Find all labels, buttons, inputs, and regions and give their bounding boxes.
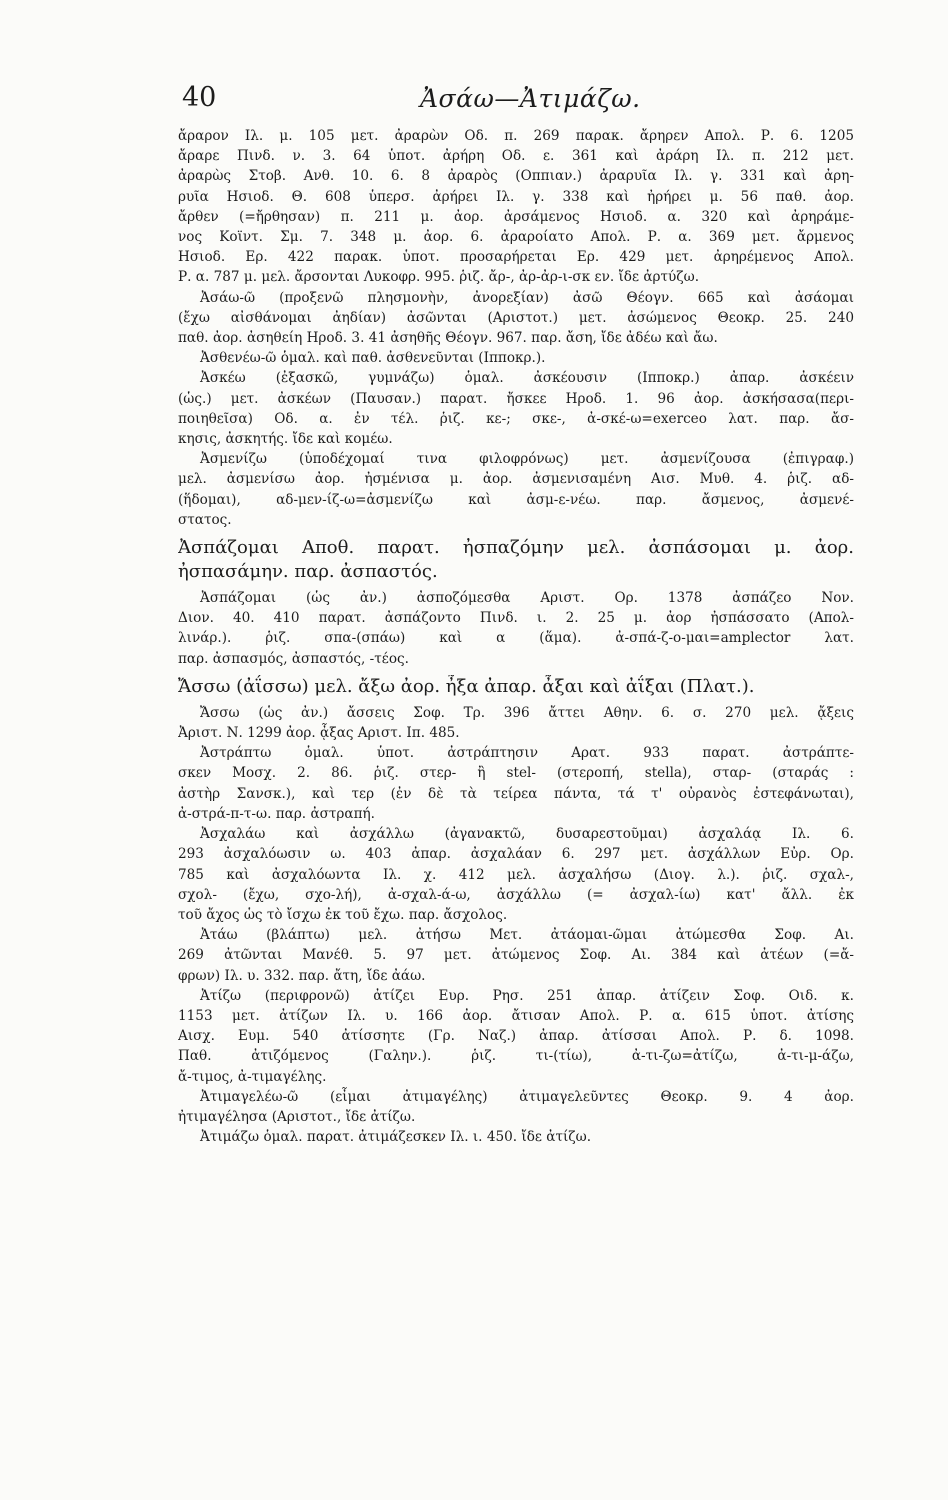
dictionary-entry [178,743,854,824]
text-line: Ἀσχαλάω καὶ ἀσχάλλω (ἀγανακτῶ, δυσαρεστοῦμαι) ἀσχαλάᾳ Ιλ. 6. [200,826,854,843]
text-line: Ἀτάω (βλάπτω) μελ. ἀτήσω Μετ. ἀτάομαι-ῶμαι ἀτώμεσθα Σοφ. Αι. [200,927,854,944]
text-line: ἄραρε Πινδ. ν. 3. 64 ὑποτ. ἀρήρη Οδ. ε. 361 καὶ ἀράρη Ιλ. π. 212 μετ. [178,148,854,165]
text-line: Ησιοδ. Ερ. 422 παρακ. ὑποτ. προσαρήρεται Ερ. 429 μετ. ἀρηρέμενος Απολ. [178,249,854,266]
dictionary-entry [178,703,854,743]
text-line: ρυῖα Ησιοδ. Θ. 608 ὑπερσ. ἀρήρει Ιλ. γ. 338 καὶ ἠρήρει μ. 56 παθ. ἀορ. [178,188,854,205]
dictionary-entry [178,449,854,530]
text-line: Ἀτιμάζω ὁμαλ. παρατ. ἀτιμάζεσκεν Ιλ. ι. 450. ἴδε ἀτίζω. [200,1129,592,1146]
text-line: 785 καὶ ἀσχαλόωντα Ιλ. χ. 412 μελ. ἀσχαλήσω (Διογ. λ.). ῥιζ. σχαλ-, [178,866,854,883]
text-line: ἀ-στρά-π-τ-ω. παρ. ἀστραπή. [178,805,376,822]
text-line: Ἀριστ. Ν. 1299 ἀορ. ᾆξας Αριστ. Ιπ. 485. [178,725,460,742]
text-line: τοῦ ἄχος ὡς τὸ ἴσχω ἐκ τοῦ ἔχω. παρ. ἄσχολος. [178,906,508,923]
text-line: Ἀσπάζομαι (ὡς ἀν.) ἀσποζόμεσθα Αριστ. Ορ. 1378 ἀσπάζεο Νον. [200,590,854,607]
text-line: παθ. ἀορ. ἀσηθείη Ηροδ. 3. 41 ἀσηθῆς Θέογν. 967. παρ. ἄση, ἴδε ἀδέω καὶ ἄω. [178,330,718,347]
page-header [0,82,948,122]
text-line: ἀραρὼς Στοβ. Ανθ. 10. 6. 8 ἀραρὸς (Οππιαν.) ἀραρυῖα Ιλ. γ. 331 καὶ ἀρη- [178,168,854,185]
text-line: Ἄσσω (ἀΐσσω) μελ. ἄξω ἀορ. ἦξα ἀπαρ. ἆξαι καὶ ἀΐξαι (Πλατ.). [178,675,755,697]
dictionary-entry [178,368,854,449]
dictionary-entry [178,126,854,288]
text-line: Παθ. ἀτιζόμενος (Γαλην.). ῥιζ. τι-(τίω), ἀ-τι-ζω=ἀτίζω, ἀ-τι-μ-άζω, [178,1048,854,1065]
text-line: ἠσπασάμην. παρ. ἀσπαστός. [178,561,438,583]
dictionary-entry [178,824,854,925]
entry-heading [178,675,854,699]
text-line: νος Κοϊντ. Σμ. 7. 348 μ. ἀορ. 6. ἀραροίατο Απολ. Ρ. α. 369 μετ. ἄρμενος [178,229,854,246]
text-line: στατος. [178,511,232,528]
text-line: παρ. ἀσπασμός, ἀσπαστός, -τέος. [178,650,409,667]
text-line: Ἀστράπτω ὁμαλ. ὑποτ. ἀστράπτησιν Αρατ. 933 παρατ. ἀστράπτε- [200,745,854,762]
text-line: 1153 μετ. ἀτίζων Ιλ. υ. 166 ἀορ. ἄτισαν Απολ. Ρ. α. 615 ὑποτ. ἀτίσης [178,1007,854,1024]
text-line: 269 ἀτῶνται Μανέθ. 5. 97 μετ. ἀτώμενος Σοφ. Αι. 384 καὶ ἀτέων (=ἄ- [178,947,854,964]
text-line: Αισχ. Ευμ. 540 ἀτίσσητε (Γρ. Ναζ.) ἀπαρ. ἀτίσσαι Απολ. Ρ. δ. 1098. [178,1028,854,1045]
text-line: κησις, ἀσκητής. ἴδε καὶ κομέω. [178,431,393,448]
dictionary-entry [178,925,854,986]
text-line: ἀστὴρ Σανσκ.), καὶ τερ (ἐν δὲ τὰ τείρεα πάντα, τά τ' οὐρανὸς ἐστεφάνωται), [178,785,854,802]
text-line: Ἄσσω (ὡς ἀν.) ἄσσεις Σοφ. Τρ. 396 ἄττει Αθην. 6. σ. 270 μελ. ᾄξεις [200,704,854,721]
text-line: Ἀσάω-ῶ (προξενῶ πλησμονὴν, ἀνορεξίαν) ἀσῶ Θέογν. 665 καὶ ἀσάομαι [200,289,854,306]
dictionary-entries [178,126,854,1147]
text-line: Ἀσμενίζω (ὑποδέχομαί τινα φιλοφρόνως) μετ. ἀσμενίζουσα (ἐπιγραφ.) [200,451,854,468]
page-number: 40 [182,82,217,113]
text-line: Ἀτιμαγελέω-ῶ (εἶμαι ἀτιμαγέλης) ἀτιμαγελεῦντες Θεοκρ. 9. 4 ἀορ. [200,1088,854,1105]
text-line: Ρ. α. 787 μ. μελ. ἄρσονται Λυκοφρ. 995. ῥιζ. ἄρ-, ἀρ-ἀρ-ι-σκ εν. ἴδε ἀρτύζω. [178,269,700,286]
text-line: σχολ- (ἔχω, σχο-λή), ἀ-σχαλ-ά-ω, ἀσχάλλω (= ἀσχαλ-ίω) κατ' ἄλλ. ἐκ [178,886,854,903]
text-line: Διον. 40. 410 παρατ. ἀσπάζοντο Πινδ. ι. 2. 25 μ. ἀορ ἠσπάσσατο (Απολ- [178,610,854,627]
text-line: ἠτιμαγέλησα (Αριστοτ., ἴδε ἀτίζω. [178,1108,416,1125]
running-head: Ἀσάω—Ἀτιμάζω. [420,84,641,113]
text-line: φρων) Ιλ. υ. 332. παρ. ἄτη, ἴδε ἀάω. [178,967,426,984]
text-line: λινάρ.). ῥιζ. σπα-(σπάω) καὶ α (ἅμα). ἀ-σπά-ζ-ο-μαι=amplector λατ. [178,630,854,647]
entry-heading [178,536,854,584]
text-line: 293 ἀσχαλόωσιν ω. 403 ἀπαρ. ἀσχαλάαν 6. 297 μετ. ἀσχάλλων Εὐρ. Ορ. [178,846,854,863]
text-line: ἄρθεν (=ἤρθησαν) π. 211 μ. ἀορ. ἀρσάμενος Ησιοδ. α. 320 καὶ ἀρηράμε- [178,208,854,225]
dictionary-entry [178,1087,854,1127]
dictionary-entry [178,348,854,368]
dictionary-entry [178,986,854,1087]
text-line: ἄ-τιμος, ἀ-τιμαγέλης. [178,1068,327,1085]
text-line: Ἀσπάζομαι Αποθ. παρατ. ἠσπαζόμην μελ. ἀσπάσομαι μ. ἀορ. [178,537,854,559]
text-line: ἄραρον Ιλ. μ. 105 μετ. ἀραρὼν Οδ. π. 269 παρακ. ἄρηρεν Απολ. Ρ. 6. 1205 [178,128,854,144]
text-line: Ἀσθενέω-ῶ ὁμαλ. καὶ παθ. ἀσθενεῦνται (Ιπποκρ.). [200,350,546,367]
text-line: σκεν Μοσχ. 2. 86. ῥιζ. στερ- ἢ stel- (στεροπή, stella), σταρ- (σταράς : [178,765,854,782]
dictionary-entry [178,588,854,669]
text-line: Ἀτίζω (περιφρονῶ) ἀτίζει Ευρ. Ρησ. 251 ἀπαρ. ἀτίζειν Σοφ. Οιδ. κ. [200,987,854,1004]
text-line: μελ. ἀσμενίσω ἀορ. ἠσμένισα μ. ἀορ. ἀσμενισαμένη Αισ. Μυθ. 4. ῥιζ. αδ- [178,471,854,488]
text-line: (ἔχω αἰσθάνομαι ἀηδίαν) ἀσῶνται (Αριστοτ.) μετ. ἀσώμενος Θεοκρ. 25. 240 [178,309,854,326]
dictionary-entry [178,1127,854,1147]
text-line: (ὡς.) μετ. ἀσκέων (Παυσαν.) παρατ. ἤσκεε Ηροδ. 1. 96 ἀορ. ἀσκήσασα(περι- [178,390,854,407]
dictionary-entry [178,288,854,349]
text-line: ποιηθεῖσα) Οδ. α. ἐν τέλ. ῥιζ. κε-; σκε-, ἀ-σκέ-ω=exerceo λατ. παρ. ἄσ- [178,410,854,427]
text-line: (ἥδομαι), αδ-μεν-ίζ-ω=ἀσμενίζω καὶ ἀσμ-ε-νέω. παρ. ἄσμενος, ἀσμενέ- [178,491,854,508]
text-line: Ἀσκέω (ἐξασκῶ, γυμνάζω) ὁμαλ. ἀσκέουσιν (Ιπποκρ.) ἀπαρ. ἀσκέειν [200,370,854,387]
